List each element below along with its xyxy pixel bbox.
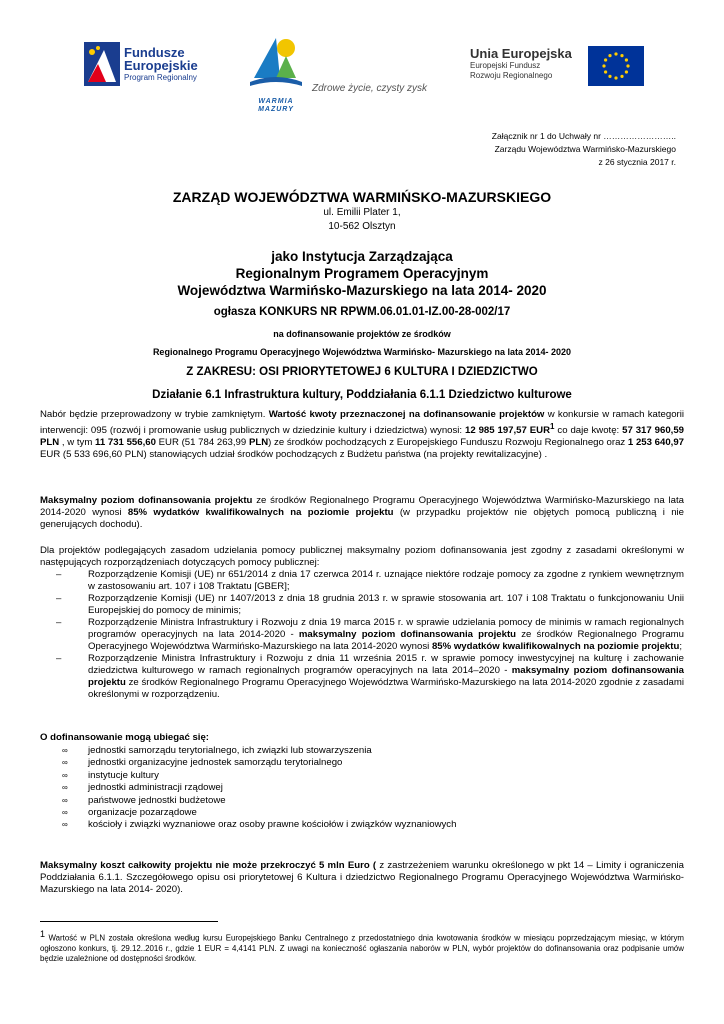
p1-text-k: ) ze środków pochodzących z Europejskiego Funduszu Rozwoju Regionalnego oraz [268,437,628,449]
fe-line1: Fundusze [124,45,185,60]
attachment-line1: Załącznik nr 1 do Uchwały nr …………………….. [491,131,676,141]
p1-amount-pln: 57 317 960,59 PLN [40,425,684,449]
regulation-3a: Rozporządzenie Ministra Infrastruktury i Rozwoju z dnia 19 marca 2015 r. w sprawie udzielania pomocy de minimis w ramach regionalnych programów operacyjnych na lata 2014-2020 - [88,617,684,640]
fe-line3: Program Regionalny [124,73,197,82]
list-item: ∞ jednostki administracji rządowej [40,782,684,794]
p1-text-g: , w tym [59,437,96,449]
list-item: ∞ kościoły i związki wyznaniowe oraz osoby prawne kościołów i związków wyznaniowych [40,819,684,831]
attachment-line2: Zarządu Województwa Warmińsko-Mazurskiego [494,144,676,154]
regulations-list [40,569,684,701]
max-cost-paragraph [40,860,684,896]
p5-text-a: Maksymalny koszt całkowity projektu nie może przekroczyć 5 mln Euro ( [40,860,380,871]
p1-text-j: PLN [248,437,269,449]
p1-text-e: co daje kwotę: [554,425,623,437]
footnote-ref: 1 [550,422,555,431]
address-line1: ul. Emilii Plater 1, [323,207,401,218]
board-title: ZARZĄD WOJEWÓDZTWA WARMIŃSKO-MAZURSKIEGO [172,189,552,205]
institution-line1: jako Instytucja Zarządzająca [271,249,453,264]
regulation-4a: Rozporządzenie Ministra Infrastruktury i Rozwoju z dnia 11 września 2015 r. w sprawie pomocy inwestycyjnej na kulturę i zachowanie dziedzictwa kulturowego w ramach regionalnych programów operacyjnych na lata 2014–2020 - [88,653,684,676]
list-item: ∞ państwowe jednostki budżetowe [40,795,684,807]
list-item [40,569,684,593]
funding-heading: na dofinansowanie projektów ze środków [273,329,451,339]
p2-text-a: Maksymalny poziom dofinansowania projektu [40,495,253,506]
institution-line3: Województwa Warmińsko-Mazurskiego na lata 2014- 2020 [177,283,547,298]
p1-amount-efrr: 11 731 556,60 [95,437,156,449]
regulation-1: Rozporządzenie Komisji (UE) nr 651/2014 z dnia 17 czerwca 2014 r. uznające niektóre rodzaje pomocy za zgodne z rynkiem wewnętrznym w zastosowaniu art. 107 i 108 Traktatu [GBER]; [88,569,684,592]
footnote-text: Wartość w PLN została określona według kursu Europejskiego Banku Centralnego z przedostatniego dnia kwotowania środków w miesiącu poprzedzającym miesiąc, w którym ogłoszono konkurs, tj. 29.12..2016 r., gdzie 1 EUR = 4,4141 PLN. Z uwagi na konieczność ogłaszania naborów w PLN, wybór projektów do dofinansowania oraz podpisanie umów będzie uzależnione od dostępności środków. [40,933,684,963]
list-item: ∞ organizacje pozarządowe [40,807,684,819]
state-aid-paragraph [40,545,684,701]
list-item: ∞ jednostki organizacyjne jednostek samorządu terytorialnego [40,757,684,769]
regulation-3e: ; [679,641,682,652]
footnote-number: 1 [40,929,46,939]
p1-amount-budget: 1 253 640,97 [627,437,684,449]
list-item [40,653,684,701]
warmia-mazury-slogan: Zdrowe życie, czysty zysk [312,83,428,94]
fe-line2: Europejskie [124,58,198,73]
address-line2: 10-562 Olsztyn [328,221,396,232]
ue-title: Unia Europejska [470,46,572,61]
max-cofinancing-paragraph [40,495,684,531]
list-item [40,617,684,653]
p1-text-m: EUR (5 533 696,60 PLN) stanowiących udział środków pochodzących z Budżetu państwa (na projekty rewitalizacyjne) . [40,449,548,461]
board-address [40,206,684,234]
budget-paragraph [40,409,684,461]
eligible-title: O dofinansowanie mogą ubiegać się: [40,732,209,743]
fundusze-europejskie-text [124,46,198,84]
institution-heading [40,248,684,299]
fundusze-europejskie-logo-icon [84,42,120,86]
p1-text-i: EUR (51 784 263,99 [155,437,249,449]
program-heading: Regionalnego Programu Operacyjnego Województwa Warmińsko- Mazurskiego na lata 2014- 2020 [152,347,572,357]
p1-text-b: Wartość kwoty przeznaczonej na dofinansowanie projektów [268,409,545,420]
list-item [40,593,684,617]
eu-flag-icon [588,46,644,86]
p5-text-b: z zastrzeżeniem warunku określonego w pkt 14 – Limity i ograniczenia Poddziałania 6.1.1. Szczegółowego opisu osi priorytetowej 6 Kultura i dziedzictwo Regionalnego Programu Operacyjnego Województwa Warmińsko-Mazurskiego na lata 2014- 2020). [40,860,684,895]
ue-line2: Rozwoju Regionalnego [470,71,553,80]
warmia-mazury-name: WARMIA MAZURY [258,98,294,113]
logo-bar [0,30,724,113]
p1-amount-eur: 12 985 197,57 EUR [465,425,551,437]
regulation-2: Rozporządzenie Komisji (UE) nr 1407/2013 z dnia 18 grudnia 2013 r. w sprawie stosowania art. 107 i 108 Traktatu o funkcjonowaniu Unii Europejskiej do pomocy de minimis; [88,593,684,616]
list-item: ∞ jednostki samorządu terytorialnego, ich związki lub stowarzyszenia [40,745,684,757]
unia-europejska-text [470,46,572,81]
eligible-list [40,745,684,832]
regulation-3b: maksymalny poziom dofinansowania projektu [298,629,517,640]
p1-text-c: w konkursie w ramach kategorii interwencji: 095 (rozwój i promowanie usług publicznych w dziedzinie kultury i dziedzictwa) wynosi: [40,409,684,437]
p2-text-c: 85% wydatków kwalifikowalnych na poziomie projektu [127,507,394,518]
attachment-note [436,130,676,169]
list-item: ∞ instytucje kultury [40,770,684,782]
scope-heading: Z ZAKRESU: OSI PRIORYTETOWEJ 6 KULTURA I DZIEDZICTWO [186,366,538,378]
p1-text-a: Nabór będzie przeprowadzony w trybie zamkniętym. [40,409,269,420]
regulation-3c: ze środków Regionalnego Programu Operacyjnego Województwa Warmińsko-Mazurskiego na lata 2014-2020 wynosi [88,629,684,652]
regulation-4b: maksymalny poziom dofinansowania projektu [88,665,685,688]
p2-text-d: (w przypadku projektów nie objętych pomocą publiczną i nie generujących dochodu). [40,507,684,530]
p2-text-b: ze środków Regionalnego Programu Operacyjnego Województwa Warmińsko-Mazurskiego na lata 2014-2020 wynosi [40,495,685,518]
warmia-mazury-logo-icon [246,34,306,94]
measure-heading: Działanie 6.1 Infrastruktura kultury, Poddziałania 6.1.1 Dziedzictwo kulturowe [152,389,572,401]
attachment-line3: z 26 stycznia 2017 r. [598,157,676,167]
footnote [40,929,684,964]
regulation-4c: ze środków Regionalnego Programu Operacyjnego Województwa Warmińsko-Mazurskiego na lata 2014-2020 zgodnie z zasadami określonymi w rozporządzeniu. [88,677,684,700]
state-aid-intro: Dla projektów podlegających zasadom udzielania pomocy publicznej maksymalny poziom dofinansowania jest zgodny z zasadami określonymi w następujących rozporządzeniach dotyczących pomocy publicznej: [40,545,684,568]
regulation-3d: 85% wydatków kwalifikowalnych na poziomie projektu [431,641,680,652]
institution-line2: Regionalnym Programem Operacyjnym [235,266,489,281]
footnote-divider [40,921,218,922]
competition-number: ogłasza KONKURS NR RPWM.06.01.01-IZ.00-28-002/17 [213,306,511,318]
ue-line1: Europejski Fundusz [470,61,541,70]
